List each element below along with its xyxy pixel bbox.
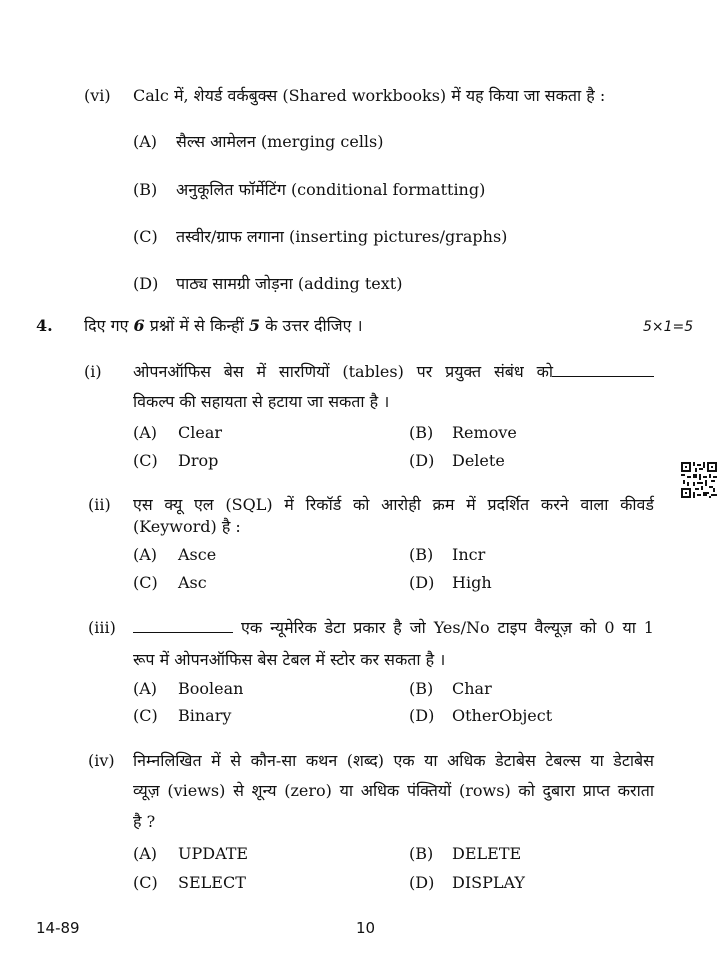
answer-blank <box>552 362 654 382</box>
instruction-count: 5 <box>248 316 261 335</box>
question-number: 4. <box>36 316 53 335</box>
question-number: (i) <box>84 362 102 381</box>
question-text: विकल्प की सहायता से हटाया जा सकता है । <box>133 392 390 411</box>
option-text: OtherObject <box>452 706 553 725</box>
option-text: Drop <box>178 451 219 470</box>
option-label: (D) <box>409 706 435 725</box>
option-label: (C) <box>133 573 158 592</box>
question-number: (iii) <box>88 618 116 637</box>
option-text: Asce <box>178 545 217 564</box>
option-text: High <box>452 573 492 592</box>
option-text: Char <box>452 679 492 698</box>
option-text: Incr <box>452 545 486 564</box>
marks-allocation: 5×1=5 <box>643 319 694 335</box>
instruction-text: के उत्तर दीजिए । <box>260 316 363 335</box>
option-text: Delete <box>452 451 505 470</box>
option-text: UPDATE <box>178 844 249 863</box>
question-text: Calc में, शेयर्ड वर्कबुक्स (Shared workbooks) में यह किया जा सकता है : <box>133 86 606 105</box>
question-text: व्यूज़ (views) से शून्य (zero) या अधिक पंक्तियों (rows) को दुबारा प्राप्त कराता <box>133 781 654 800</box>
question-text: (Keyword) है : <box>133 517 241 536</box>
option-label: (B) <box>409 545 434 564</box>
paper-code: 14-89 <box>36 919 80 937</box>
option-text: तस्वीर/ग्राफ लगाना (inserting pictures/graphs) <box>176 227 508 246</box>
question-text: एक न्यूमेरिक डेटा प्रकार है जो Yes/No टाइप वैल्यूज़ को 0 या 1 <box>241 618 654 637</box>
instruction-text: दिए गए <box>84 316 134 335</box>
option-text: अनुकूलित फॉर्मेटिंग (conditional formatting) <box>176 180 486 199</box>
option-label: (C) <box>133 227 158 246</box>
option-label: (A) <box>133 423 158 442</box>
option-label: (C) <box>133 451 158 470</box>
option-text: DISPLAY <box>452 873 525 892</box>
option-text: Binary <box>178 706 232 725</box>
option-label: (D) <box>409 873 435 892</box>
option-text: SELECT <box>178 873 246 892</box>
qr-code-icon <box>681 462 717 498</box>
question-text: रूप में ओपनऑफिस बेस टेबल में स्टोर कर सकता है । <box>133 650 446 669</box>
question-text: एस क्यू एल (SQL) में रिकॉर्ड को आरोही क्रम में प्रदर्शित करने वाला कीवर्ड <box>133 495 654 514</box>
option-label: (A) <box>133 545 158 564</box>
option-label: (A) <box>133 132 158 151</box>
option-text: Remove <box>452 423 517 442</box>
option-label: (B) <box>409 679 434 698</box>
option-text: DELETE <box>452 844 522 863</box>
option-label: (B) <box>133 180 158 199</box>
option-text: पाठ्य सामग्री जोड़ना (adding text) <box>176 274 403 293</box>
page-number: 10 <box>356 919 376 937</box>
option-text: सैल्स आमेलन (merging cells) <box>176 132 384 151</box>
option-label: (B) <box>409 423 434 442</box>
option-label: (A) <box>133 679 158 698</box>
answer-blank <box>133 618 233 638</box>
option-label: (D) <box>133 274 159 293</box>
option-label: (B) <box>409 844 434 863</box>
option-label: (D) <box>409 451 435 470</box>
instruction-text: प्रश्नों में से किन्हीं <box>144 316 249 335</box>
question-number: (ii) <box>88 495 111 514</box>
option-text: Clear <box>178 423 223 442</box>
option-label: (D) <box>409 573 435 592</box>
question-text: है ? <box>133 812 156 831</box>
question-number: (iv) <box>88 751 115 770</box>
question-number: (vi) <box>84 86 111 105</box>
option-label: (A) <box>133 844 158 863</box>
question-text: निम्नलिखित में से कौन-सा कथन (शब्द) एक या अधिक डेटाबेस टेबल्स या डेटाबेस <box>133 751 654 770</box>
question-text: ओपनऑफिस बेस में सारणियों (tables) पर प्रयुक्त संबंध को <box>133 362 553 381</box>
option-text: Boolean <box>178 679 244 698</box>
section-instruction <box>84 316 363 336</box>
option-label: (C) <box>133 873 158 892</box>
instruction-count: 6 <box>133 316 145 335</box>
option-label: (C) <box>133 706 158 725</box>
option-text: Asc <box>178 573 207 592</box>
